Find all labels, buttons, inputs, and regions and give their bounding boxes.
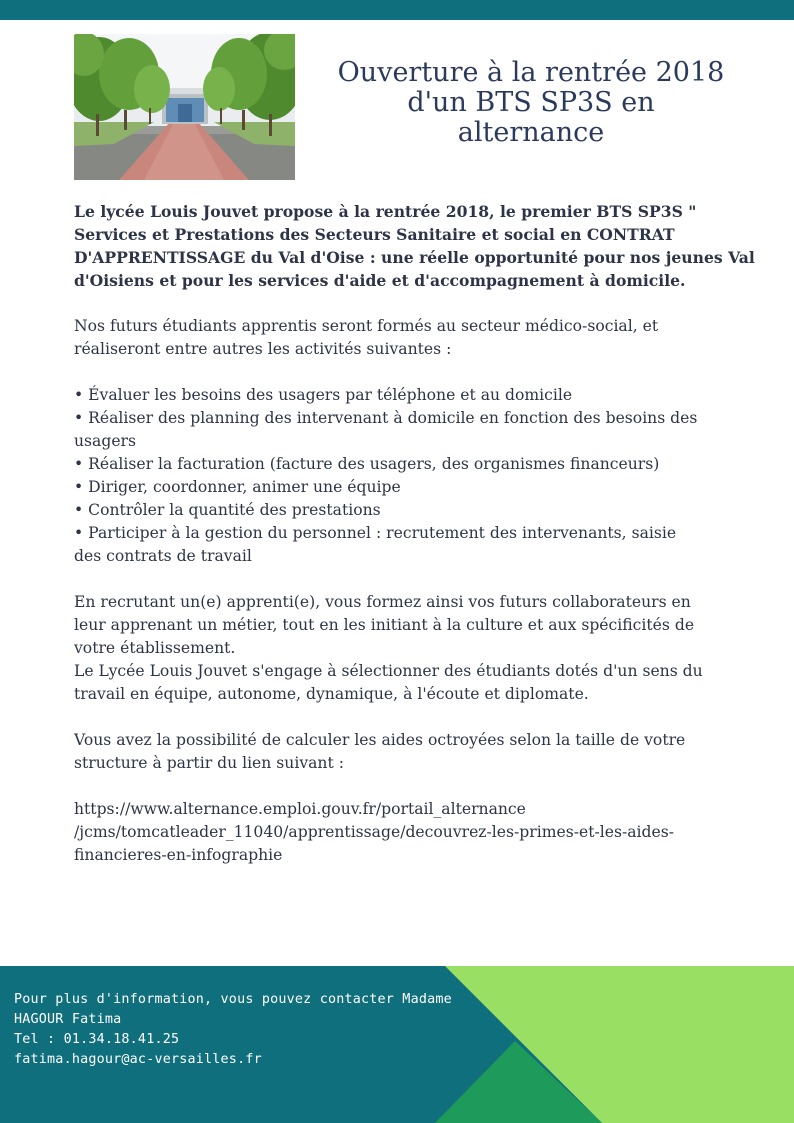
activities-list [74, 384, 734, 568]
aids-line: structure à partir du lien suivant : [74, 754, 344, 772]
intro-line: D'APPRENTISSAGE du Val d'Oise : une réelle opportunité pour nos jeunes Val [74, 248, 755, 267]
aids-paragraph [74, 729, 734, 775]
body-text [74, 200, 755, 867]
link-line[interactable]: financieres-en-infographie [74, 846, 283, 864]
link-line[interactable]: /jcms/tomcatleader_11040/apprentissage/decouvrez-les-primes-et-les-aides- [74, 823, 675, 841]
contact-footer [0, 966, 794, 1123]
activity-item: • Réaliser des planning des intervenant à domicile en fonction des besoins des [74, 409, 698, 427]
contact-name: HAGOUR Fatima [14, 1012, 122, 1027]
link-line[interactable]: https://www.alternance.emploi.gouv.fr/portail_alternance [74, 800, 526, 818]
activity-item: • Évaluer les besoins des usagers par téléphone et au domicile [74, 386, 573, 404]
school-entrance-photo [74, 34, 295, 180]
intro-paragraph [74, 200, 755, 292]
title-line: d'un BTS SP3S en [407, 87, 655, 118]
recruit-paragraph [74, 591, 734, 706]
recruit-line: En recrutant un(e) apprenti(e), vous formez ainsi vos futurs collaborateurs en [74, 593, 691, 611]
aids-line: Vous avez la possibilité de calculer les aides octroyées selon la taille de votre [74, 731, 686, 749]
contact-line: Pour plus d'information, vous pouvez contacter Madame [14, 992, 452, 1007]
title-line: alternance [457, 117, 605, 148]
intro-line: Services et Prestations des Secteurs Sanitaire et social en CONTRAT [74, 225, 675, 244]
recruit-line: travail en équipe, autonome, dynamique, à l'écoute et diplomate. [74, 685, 589, 703]
title-line: Ouverture à la rentrée 2018 [337, 57, 725, 88]
recruit-line: Le Lycée Louis Jouvet s'engage à sélectionner des étudiants dotés d'un sens du [74, 662, 703, 680]
page-title [300, 58, 762, 148]
contact-email[interactable]: fatima.hagour@ac-versailles.fr [14, 1052, 262, 1067]
recruit-line: leur apprenant un métier, tout en les initiant à la culture et aux spécificités de [74, 616, 695, 634]
top-color-bar [0, 0, 794, 20]
students-line: réaliseront entre autres les activités suivantes : [74, 340, 452, 358]
recruit-line: votre établissement. [74, 639, 236, 657]
activity-item: des contrats de travail [74, 547, 252, 565]
intro-line: Le lycée Louis Jouvet propose à la rentrée 2018, le premier BTS SP3S " [74, 202, 697, 221]
students-paragraph [74, 315, 734, 361]
students-line: Nos futurs étudiants apprentis seront formés au secteur médico-social, et [74, 317, 659, 335]
activity-item: • Participer à la gestion du personnel : recrutement des intervenants, saisie [74, 524, 677, 542]
intro-line: d'Oisiens et pour les services d'aide et d'accompagnement à domicile. [74, 271, 686, 290]
school-entrance-image [74, 34, 295, 180]
activity-item: • Réaliser la facturation (facture des usagers, des organismes financeurs) [74, 455, 660, 473]
activity-item: • Diriger, coordonner, animer une équipe [74, 478, 401, 496]
contact-info [14, 990, 474, 1070]
activity-item: • Contrôler la quantité des prestations [74, 501, 381, 519]
activity-item: usagers [74, 432, 137, 450]
aids-link[interactable] [74, 798, 734, 867]
contact-phone[interactable]: Tel : 01.34.18.41.25 [14, 1032, 180, 1047]
